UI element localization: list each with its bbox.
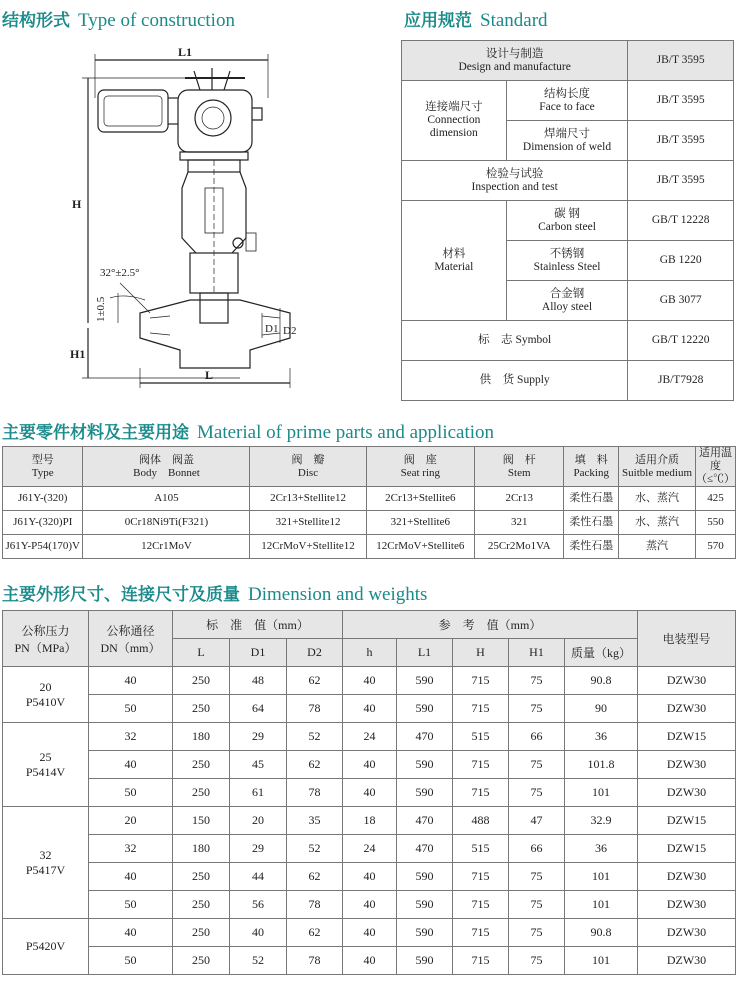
standard-title-zh: 应用规范 — [404, 11, 472, 31]
dim-D2: 62 — [287, 751, 343, 779]
dim-pn-line: 25 — [39, 749, 52, 764]
dim-H: 715 — [453, 891, 509, 919]
label-D2: D2 — [283, 325, 297, 337]
mat-stem: 2Cr13 — [475, 487, 564, 511]
std-alloy-en: Alloy steel — [541, 300, 593, 313]
dim-model: DZW30 — [638, 891, 736, 919]
dim-h-dn-en: DN（mm） — [100, 640, 161, 655]
std-carbon-en: Carbon steel — [538, 220, 596, 233]
dim-h-D2: D2 — [287, 639, 343, 667]
std-weld-label — [506, 121, 628, 161]
dim-mass: 101 — [565, 779, 638, 807]
dimension-table-body — [3, 667, 736, 975]
std-row-face — [402, 81, 734, 121]
mat-h-bonnet-en: Bonnet — [167, 466, 200, 479]
std-weld-value: JB/T 3595 — [628, 121, 734, 161]
mat-h-stem-en: Stem — [507, 466, 531, 479]
dim-D2: 62 — [287, 919, 343, 947]
mat-h-packing-zh: 填 料 — [574, 453, 608, 466]
dim-L1: 590 — [397, 695, 453, 723]
mat-disc: 12CrMoV+Stellite12 — [250, 535, 366, 559]
mat-temp: 425 — [695, 487, 735, 511]
mat-medium: 水、蒸汽 — [619, 511, 696, 535]
dim-H: 715 — [453, 779, 509, 807]
dim-H1: 75 — [509, 667, 565, 695]
std-connection-label — [402, 81, 507, 161]
std-design-value: JB/T 3595 — [628, 41, 734, 81]
dim-D1: 52 — [230, 947, 287, 975]
dim-H1: 66 — [509, 723, 565, 751]
std-face-en: Face to face — [539, 100, 595, 113]
mat-temp: 550 — [695, 511, 735, 535]
mat-body: 0Cr18Ni9Ti(F321) — [83, 511, 250, 535]
dim-D2: 78 — [287, 779, 343, 807]
dim-dn: 40 — [89, 751, 173, 779]
dimension-row — [3, 919, 736, 947]
mat-h-body-bonnet — [83, 447, 250, 487]
dim-D1: 29 — [230, 723, 287, 751]
std-face-zh: 结构长度 — [544, 87, 590, 100]
dim-h-mass: 质量（kg） — [565, 639, 638, 667]
label-L1: L1 — [178, 45, 193, 59]
std-symbol-zh: 标 志 — [478, 334, 513, 346]
material-row — [3, 511, 736, 535]
std-alloy-label — [506, 281, 628, 321]
dim-D2: 78 — [287, 695, 343, 723]
dim-D1: 29 — [230, 835, 287, 863]
dim-h-dn-zh: 公称通径 — [106, 623, 155, 638]
dim-L: 250 — [173, 779, 230, 807]
materials-header — [2, 418, 494, 444]
dim-pn-line: 20 — [39, 679, 52, 694]
dim-dn: 50 — [89, 779, 173, 807]
dim-pn-line: P5420V — [25, 939, 66, 953]
dim-model: DZW30 — [638, 863, 736, 891]
dim-D1: 45 — [230, 751, 287, 779]
dim-model: DZW30 — [638, 667, 736, 695]
mat-h-temp — [695, 447, 735, 487]
std-row-design — [402, 41, 734, 81]
label-D1: D1 — [265, 323, 279, 335]
std-alloy-zh: 合金钢 — [549, 287, 585, 300]
dim-h: 40 — [343, 695, 397, 723]
std-supply-zh: 供 货 — [479, 374, 515, 386]
mat-h-seat-zh: 阀 座 — [403, 453, 437, 466]
dim-h-h: h — [343, 639, 397, 667]
dim-model: DZW15 — [638, 807, 736, 835]
dim-h: 40 — [343, 863, 397, 891]
dim-header-row-1 — [3, 611, 736, 639]
std-carbon-zh: 碳 钢 — [554, 207, 580, 220]
std-symbol-label — [402, 321, 628, 361]
dim-H1: 75 — [509, 947, 565, 975]
dim-pn-line: P5410V — [25, 694, 66, 709]
mat-h-body-zh: 阀体 — [138, 453, 161, 466]
dim-dn: 50 — [89, 891, 173, 919]
dim-model: DZW30 — [638, 779, 736, 807]
mat-h-bonnet-zh: 阀盖 — [171, 453, 194, 466]
dim-H1: 75 — [509, 891, 565, 919]
dim-L1: 470 — [397, 835, 453, 863]
dim-pn-cell — [3, 667, 89, 723]
dim-h-L1: L1 — [397, 639, 453, 667]
std-inspection-value: JB/T 3595 — [628, 161, 734, 201]
dim-model: DZW15 — [638, 835, 736, 863]
mat-disc: 321+Stellite12 — [250, 511, 366, 535]
dimension-row — [3, 947, 736, 975]
mat-h-stem — [475, 447, 564, 487]
std-row-carbon — [402, 201, 734, 241]
std-supply-label — [402, 361, 628, 401]
label-L: L — [205, 368, 214, 382]
dimension-row — [3, 751, 736, 779]
mat-body: 12Cr1MoV — [83, 535, 250, 559]
construction-title-zh: 结构形式 — [2, 11, 70, 31]
mat-h-medium-zh: 适用介质 — [635, 453, 680, 466]
std-carbon-value: GB/T 12228 — [628, 201, 734, 241]
dim-L: 250 — [173, 919, 230, 947]
dim-model: DZW15 — [638, 723, 736, 751]
mat-stem: 25Cr2Mo1VA — [475, 535, 564, 559]
construction-header — [2, 6, 235, 32]
dim-D2: 52 — [287, 835, 343, 863]
std-symbol-en: Symbol — [515, 334, 552, 346]
dim-H1: 47 — [509, 807, 565, 835]
dim-H: 715 — [453, 863, 509, 891]
dim-mass: 101 — [565, 863, 638, 891]
std-inspection-zh: 检验与试验 — [485, 167, 544, 180]
materials-title-zh: 主要零件材料及主要用途 — [2, 423, 189, 443]
std-material-en: Material — [434, 260, 474, 273]
dimension-row — [3, 779, 736, 807]
dim-pn-line: P5414V — [25, 764, 66, 779]
dim-D1: 56 — [230, 891, 287, 919]
dim-D1: 20 — [230, 807, 287, 835]
dim-h-pn — [3, 611, 89, 667]
dim-L1: 590 — [397, 919, 453, 947]
dim-H1: 75 — [509, 695, 565, 723]
dim-mass: 36 — [565, 723, 638, 751]
std-supply-value: JB/T7928 — [628, 361, 734, 401]
label-H1: H1 — [70, 347, 86, 361]
materials-title-en: Material of prime parts and application — [197, 422, 495, 443]
mat-h-disc — [250, 447, 366, 487]
std-connection-en: Connection dimension — [427, 114, 481, 139]
dim-mass: 101.8 — [565, 751, 638, 779]
std-face-value: JB/T 3595 — [628, 81, 734, 121]
material-row — [3, 535, 736, 559]
std-row-inspection — [402, 161, 734, 201]
dim-H1: 75 — [509, 863, 565, 891]
dim-L: 250 — [173, 863, 230, 891]
dim-D1: 40 — [230, 919, 287, 947]
dimension-table — [2, 610, 736, 975]
dim-L1: 590 — [397, 891, 453, 919]
construction-title-en: Type of construction — [78, 10, 235, 31]
dim-mass: 90.8 — [565, 667, 638, 695]
label-angle: 32°±2.5° — [100, 267, 140, 279]
material-header-row — [3, 447, 736, 487]
mat-h-seat — [366, 447, 474, 487]
valve-construction-drawing — [0, 38, 395, 393]
dim-h: 18 — [343, 807, 397, 835]
dim-h: 40 — [343, 751, 397, 779]
dim-pn-line: 32 — [39, 847, 52, 862]
std-alloy-value: GB 3077 — [628, 281, 734, 321]
dim-L: 250 — [173, 891, 230, 919]
mat-packing: 柔性石墨 — [564, 511, 619, 535]
std-connection-zh: 连接端尺寸 — [425, 101, 483, 113]
mat-type: J61Y-(320)PI — [3, 511, 83, 535]
mat-medium: 水、蒸汽 — [619, 487, 696, 511]
std-inspection-en: Inspection and test — [471, 180, 558, 193]
mat-h-type-zh: 型号 — [31, 453, 54, 466]
mat-seat: 12CrMoV+Stellite6 — [366, 535, 474, 559]
dim-L: 180 — [173, 723, 230, 751]
dimension-row — [3, 667, 736, 695]
dim-H1: 66 — [509, 835, 565, 863]
dimensions-header — [2, 580, 427, 606]
standard-title-en: Standard — [480, 10, 548, 31]
dimension-row — [3, 723, 736, 751]
dim-D2: 62 — [287, 667, 343, 695]
standard-header — [404, 6, 548, 32]
dim-h-dn — [89, 611, 173, 667]
dim-model: DZW30 — [638, 947, 736, 975]
mat-type: J61Y-(320) — [3, 487, 83, 511]
std-weld-zh: 焊端尺寸 — [544, 127, 590, 140]
dim-D1: 61 — [230, 779, 287, 807]
dim-pn-line: P5417V — [25, 862, 66, 877]
dim-mass: 90 — [565, 695, 638, 723]
dimension-row — [3, 835, 736, 863]
dim-dn: 32 — [89, 723, 173, 751]
dim-dn: 40 — [89, 863, 173, 891]
dim-h: 40 — [343, 779, 397, 807]
mat-h-disc-zh: 阀 瓣 — [291, 453, 325, 466]
dim-model: DZW30 — [638, 919, 736, 947]
dim-H1: 75 — [509, 779, 565, 807]
dim-dn: 40 — [89, 667, 173, 695]
dimension-row — [3, 891, 736, 919]
dim-D2: 35 — [287, 807, 343, 835]
mat-disc: 2Cr13+Stellite12 — [250, 487, 366, 511]
dim-H: 715 — [453, 751, 509, 779]
dim-L: 150 — [173, 807, 230, 835]
dim-h-pn-en: PN（MPa） — [14, 640, 77, 655]
label-H: H — [72, 197, 82, 211]
dim-pn-cell — [3, 919, 89, 975]
dim-dn: 20 — [89, 807, 173, 835]
dim-mass: 101 — [565, 891, 638, 919]
dim-D2: 78 — [287, 947, 343, 975]
std-material-label — [402, 201, 507, 321]
std-row-supply — [402, 361, 734, 401]
mat-seat: 2Cr13+Stellite6 — [366, 487, 474, 511]
dim-h-H1: H1 — [509, 639, 565, 667]
dim-dn: 50 — [89, 947, 173, 975]
dim-D2: 52 — [287, 723, 343, 751]
std-stainless-zh: 不锈钢 — [549, 247, 585, 260]
dim-D2: 78 — [287, 891, 343, 919]
dim-h: 24 — [343, 835, 397, 863]
dim-L: 250 — [173, 695, 230, 723]
dim-H: 715 — [453, 919, 509, 947]
mat-h-body-en: Body — [133, 466, 157, 479]
dim-h-ref: 参 考 值（mm） — [343, 611, 638, 639]
dim-model: DZW30 — [638, 695, 736, 723]
mat-h-disc-en: Disc — [297, 466, 319, 479]
standard-table — [401, 40, 734, 401]
material-table — [2, 446, 736, 559]
dim-mass: 90.8 — [565, 919, 638, 947]
dim-H: 715 — [453, 947, 509, 975]
dim-pn-cell — [3, 723, 89, 807]
dim-L1: 590 — [397, 947, 453, 975]
dim-dn: 50 — [89, 695, 173, 723]
dimensions-title-en: Dimension and weights — [248, 584, 428, 605]
mat-h-stem-zh: 阀 杆 — [502, 453, 536, 466]
dim-L1: 590 — [397, 751, 453, 779]
dim-h-pn-zh: 公称压力 — [21, 623, 70, 638]
mat-h-temp-zh: 适用温度 — [698, 447, 732, 472]
mat-body: A105 — [83, 487, 250, 511]
std-material-zh: 材料 — [442, 247, 466, 260]
mat-h-packing — [564, 447, 619, 487]
std-stainless-label — [506, 241, 628, 281]
mat-h-type — [3, 447, 83, 487]
dimension-row — [3, 807, 736, 835]
dim-L1: 470 — [397, 807, 453, 835]
mat-type: J61Y-P54(170)V — [3, 535, 83, 559]
mat-h-type-en: Type — [31, 466, 54, 479]
dim-H: 515 — [453, 723, 509, 751]
dim-mass: 101 — [565, 947, 638, 975]
dim-h-H: H — [453, 639, 509, 667]
dim-h: 24 — [343, 723, 397, 751]
dim-h: 40 — [343, 947, 397, 975]
dim-H1: 75 — [509, 751, 565, 779]
dim-h-std: 标 准 值（mm） — [173, 611, 343, 639]
std-row-symbol — [402, 321, 734, 361]
dim-h-D1: D1 — [230, 639, 287, 667]
std-stainless-en: Stainless Steel — [533, 260, 601, 273]
dim-h: 40 — [343, 891, 397, 919]
dim-D1: 48 — [230, 667, 287, 695]
dim-L: 250 — [173, 751, 230, 779]
dim-L: 250 — [173, 947, 230, 975]
dimensions-title-zh: 主要外形尺寸、连接尺寸及质量 — [2, 585, 240, 605]
dim-mass: 36 — [565, 835, 638, 863]
dim-L1: 590 — [397, 863, 453, 891]
dim-dn: 32 — [89, 835, 173, 863]
std-face-label — [506, 81, 628, 121]
dimension-row — [3, 695, 736, 723]
dim-h-L: L — [173, 639, 230, 667]
label-tolerance: 1±0.5 — [95, 296, 107, 322]
mat-medium: 蒸汽 — [619, 535, 696, 559]
mat-h-medium — [619, 447, 696, 487]
dim-D2: 62 — [287, 863, 343, 891]
dim-L1: 590 — [397, 667, 453, 695]
dim-L: 250 — [173, 667, 230, 695]
std-inspection-label — [402, 161, 628, 201]
dim-D1: 64 — [230, 695, 287, 723]
dim-model: DZW30 — [638, 751, 736, 779]
dim-mass: 32.9 — [565, 807, 638, 835]
dim-L1: 470 — [397, 723, 453, 751]
mat-h-seat-en: Seat ring — [400, 466, 441, 479]
dim-L: 180 — [173, 835, 230, 863]
dim-pn-cell — [3, 807, 89, 919]
std-supply-en: Supply — [517, 374, 550, 386]
material-row — [3, 487, 736, 511]
dim-H: 515 — [453, 835, 509, 863]
dim-h: 40 — [343, 919, 397, 947]
std-design-label — [402, 41, 628, 81]
mat-h-temp-en: （≤℃） — [695, 473, 735, 485]
mat-seat: 321+Stellite6 — [366, 511, 474, 535]
dim-H: 715 — [453, 695, 509, 723]
dim-D1: 44 — [230, 863, 287, 891]
std-design-en: Design and manufacture — [458, 60, 571, 73]
mat-h-medium-en: Suitble medium — [622, 466, 693, 479]
mat-packing: 柔性石墨 — [564, 535, 619, 559]
std-symbol-value: GB/T 12220 — [628, 321, 734, 361]
dim-h: 40 — [343, 667, 397, 695]
dim-h-model: 电装型号 — [638, 611, 736, 667]
mat-packing: 柔性石墨 — [564, 487, 619, 511]
mat-stem: 321 — [475, 511, 564, 535]
dim-H: 715 — [453, 667, 509, 695]
mat-h-packing-en: Packing — [573, 466, 609, 479]
std-stainless-value: GB 1220 — [628, 241, 734, 281]
std-design-zh: 设计与制造 — [485, 47, 544, 60]
dim-H: 488 — [453, 807, 509, 835]
std-weld-en: Dimension of weld — [522, 140, 612, 153]
dimension-row — [3, 863, 736, 891]
dim-L1: 590 — [397, 779, 453, 807]
mat-temp: 570 — [695, 535, 735, 559]
std-carbon-label — [506, 201, 628, 241]
dim-H1: 75 — [509, 919, 565, 947]
dim-dn: 40 — [89, 919, 173, 947]
